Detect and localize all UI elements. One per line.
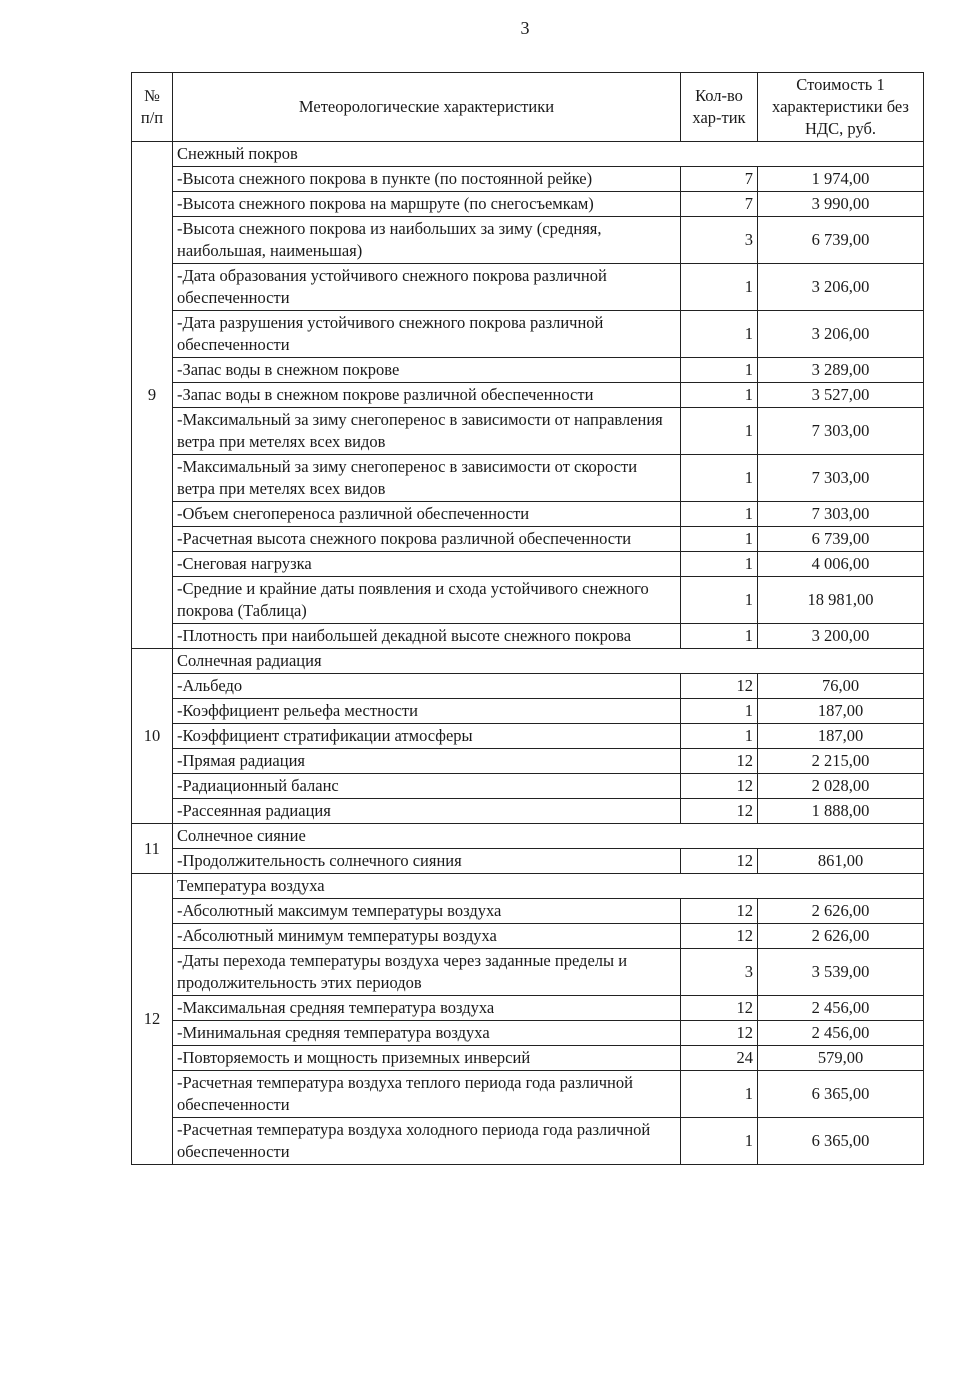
header-num: № п/п	[132, 73, 173, 142]
characteristic-count: 1	[681, 552, 758, 577]
table-row	[132, 264, 924, 311]
characteristic-name: -Альбедо	[173, 674, 681, 699]
characteristic-name: -Максимальный за зиму снегоперенос в зависимости от направления ветра при метелях всех видов	[173, 408, 681, 455]
characteristic-price: 3 527,00	[758, 383, 924, 408]
characteristic-count: 1	[681, 724, 758, 749]
table-row	[132, 749, 924, 774]
characteristic-count: 1	[681, 1118, 758, 1165]
section-row	[132, 142, 924, 167]
characteristic-name: -Высота снежного покрова на маршруте (по снегосъемкам)	[173, 192, 681, 217]
characteristic-count: 1	[681, 358, 758, 383]
table-row	[132, 577, 924, 624]
table-row	[132, 192, 924, 217]
characteristic-price: 2 626,00	[758, 924, 924, 949]
characteristic-name: -Расчетная высота снежного покрова различной обеспеченности	[173, 527, 681, 552]
characteristic-count: 1	[681, 502, 758, 527]
characteristic-name: -Рассеянная радиация	[173, 799, 681, 824]
characteristic-name: -Коэффициент стратификации атмосферы	[173, 724, 681, 749]
characteristic-price: 3 539,00	[758, 949, 924, 996]
characteristic-count: 1	[681, 455, 758, 502]
characteristic-count: 1	[681, 577, 758, 624]
table-row	[132, 724, 924, 749]
characteristic-count: 12	[681, 924, 758, 949]
characteristic-name: -Расчетная температура воздуха теплого периода года различной обеспеченности	[173, 1071, 681, 1118]
table-row	[132, 383, 924, 408]
characteristic-price: 2 028,00	[758, 774, 924, 799]
section-number: 12	[132, 874, 173, 1165]
characteristic-price: 3 200,00	[758, 624, 924, 649]
characteristic-name: -Дата разрушения устойчивого снежного покрова различной обеспеченности	[173, 311, 681, 358]
characteristic-name: -Запас воды в снежном покрове различной обеспеченности	[173, 383, 681, 408]
characteristic-count: 12	[681, 774, 758, 799]
page-number: 3	[520, 18, 530, 38]
section-number: 9	[132, 142, 173, 649]
characteristic-name: -Высота снежного покрова из наибольших за зиму (средняя, наибольшая, наименьшая)	[173, 217, 681, 264]
characteristic-price: 3 206,00	[758, 264, 924, 311]
table-row	[132, 774, 924, 799]
table-row	[132, 1071, 924, 1118]
table-row	[132, 502, 924, 527]
table-header-row	[132, 73, 924, 142]
characteristic-count: 1	[681, 527, 758, 552]
characteristic-name: -Коэффициент рельефа местности	[173, 699, 681, 724]
characteristic-price: 3 289,00	[758, 358, 924, 383]
characteristic-price: 6 739,00	[758, 527, 924, 552]
characteristic-count: 1	[681, 408, 758, 455]
characteristic-count: 7	[681, 192, 758, 217]
header-count: Кол-во хар-тик	[681, 73, 758, 142]
table-row	[132, 527, 924, 552]
characteristic-price: 187,00	[758, 724, 924, 749]
characteristic-count: 12	[681, 1021, 758, 1046]
characteristic-name: -Плотность при наибольшей декадной высоте снежного покрова	[173, 624, 681, 649]
characteristic-price: 861,00	[758, 849, 924, 874]
characteristic-count: 1	[681, 311, 758, 358]
characteristic-price: 7 303,00	[758, 408, 924, 455]
table-row	[132, 311, 924, 358]
characteristic-count: 1	[681, 383, 758, 408]
characteristic-count: 1	[681, 1071, 758, 1118]
characteristic-name: -Повторяемость и мощность приземных инверсий	[173, 1046, 681, 1071]
table-row	[132, 924, 924, 949]
characteristic-name: -Объем снегопереноса различной обеспеченности	[173, 502, 681, 527]
characteristic-price: 6 365,00	[758, 1118, 924, 1165]
characteristic-name: -Снеговая нагрузка	[173, 552, 681, 577]
section-number: 11	[132, 824, 173, 874]
section-row	[132, 874, 924, 899]
section-row	[132, 649, 924, 674]
table-row	[132, 167, 924, 192]
characteristic-count: 1	[681, 624, 758, 649]
section-title: Температура воздуха	[173, 874, 924, 899]
characteristic-price: 579,00	[758, 1046, 924, 1071]
characteristic-count: 3	[681, 949, 758, 996]
characteristic-name: -Абсолютный максимум температуры воздуха	[173, 899, 681, 924]
characteristic-price: 76,00	[758, 674, 924, 699]
characteristic-price: 2 456,00	[758, 996, 924, 1021]
characteristic-name: -Дата образования устойчивого снежного покрова различной обеспеченности	[173, 264, 681, 311]
table-row	[132, 1046, 924, 1071]
table-row	[132, 996, 924, 1021]
table-row	[132, 899, 924, 924]
characteristic-count: 12	[681, 674, 758, 699]
characteristic-count: 12	[681, 996, 758, 1021]
characteristic-count: 12	[681, 899, 758, 924]
table-row	[132, 674, 924, 699]
section-number: 10	[132, 649, 173, 824]
table-row	[132, 849, 924, 874]
characteristic-price: 187,00	[758, 699, 924, 724]
characteristic-price: 1 974,00	[758, 167, 924, 192]
characteristic-price: 7 303,00	[758, 455, 924, 502]
header-price: Стоимость 1 характеристики без НДС, руб.	[758, 73, 924, 142]
characteristic-name: -Продолжительность солнечного сияния	[173, 849, 681, 874]
characteristic-count: 12	[681, 849, 758, 874]
characteristic-name: -Средние и крайние даты появления и схода устойчивого снежного покрова (Таблица)	[173, 577, 681, 624]
section-title: Солнечное сияние	[173, 824, 924, 849]
table-row	[132, 624, 924, 649]
table-row	[132, 699, 924, 724]
table-row	[132, 552, 924, 577]
characteristic-price: 1 888,00	[758, 799, 924, 824]
characteristic-name: -Максимальная средняя температура воздуха	[173, 996, 681, 1021]
table-row	[132, 949, 924, 996]
characteristics-table	[131, 72, 924, 1165]
characteristic-name: -Минимальная средняя температура воздуха	[173, 1021, 681, 1046]
characteristic-name: -Радиационный баланс	[173, 774, 681, 799]
characteristic-count: 7	[681, 167, 758, 192]
characteristic-count: 24	[681, 1046, 758, 1071]
characteristic-price: 7 303,00	[758, 502, 924, 527]
section-title: Снежный покров	[173, 142, 924, 167]
characteristic-name: -Максимальный за зиму снегоперенос в зависимости от скорости ветра при метелях всех видов	[173, 455, 681, 502]
characteristic-price: 6 365,00	[758, 1071, 924, 1118]
characteristic-price: 18 981,00	[758, 577, 924, 624]
characteristic-price: 3 990,00	[758, 192, 924, 217]
characteristic-price: 2 456,00	[758, 1021, 924, 1046]
table-row	[132, 1021, 924, 1046]
characteristic-price: 2 215,00	[758, 749, 924, 774]
header-name: Метеорологические характеристики	[173, 73, 681, 142]
table-row	[132, 455, 924, 502]
characteristic-name: -Расчетная температура воздуха холодного периода года различной обеспеченности	[173, 1118, 681, 1165]
characteristic-count: 1	[681, 699, 758, 724]
characteristic-name: -Абсолютный минимум температуры воздуха	[173, 924, 681, 949]
characteristic-count: 12	[681, 799, 758, 824]
table-body	[132, 142, 924, 1165]
characteristic-name: -Даты перехода температуры воздуха через заданные пределы и продолжительность этих периодов	[173, 949, 681, 996]
section-row	[132, 824, 924, 849]
characteristic-name: -Высота снежного покрова в пункте (по постоянной рейке)	[173, 167, 681, 192]
table-row	[132, 799, 924, 824]
characteristic-name: -Прямая радиация	[173, 749, 681, 774]
table-row	[132, 358, 924, 383]
characteristic-price: 2 626,00	[758, 899, 924, 924]
characteristic-count: 12	[681, 749, 758, 774]
characteristic-price: 4 006,00	[758, 552, 924, 577]
characteristic-count: 3	[681, 217, 758, 264]
section-title: Солнечная радиация	[173, 649, 924, 674]
table-row	[132, 408, 924, 455]
table-row	[132, 1118, 924, 1165]
table-row	[132, 217, 924, 264]
characteristic-name: -Запас воды в снежном покрове	[173, 358, 681, 383]
characteristic-count: 1	[681, 264, 758, 311]
characteristic-price: 3 206,00	[758, 311, 924, 358]
characteristic-price: 6 739,00	[758, 217, 924, 264]
